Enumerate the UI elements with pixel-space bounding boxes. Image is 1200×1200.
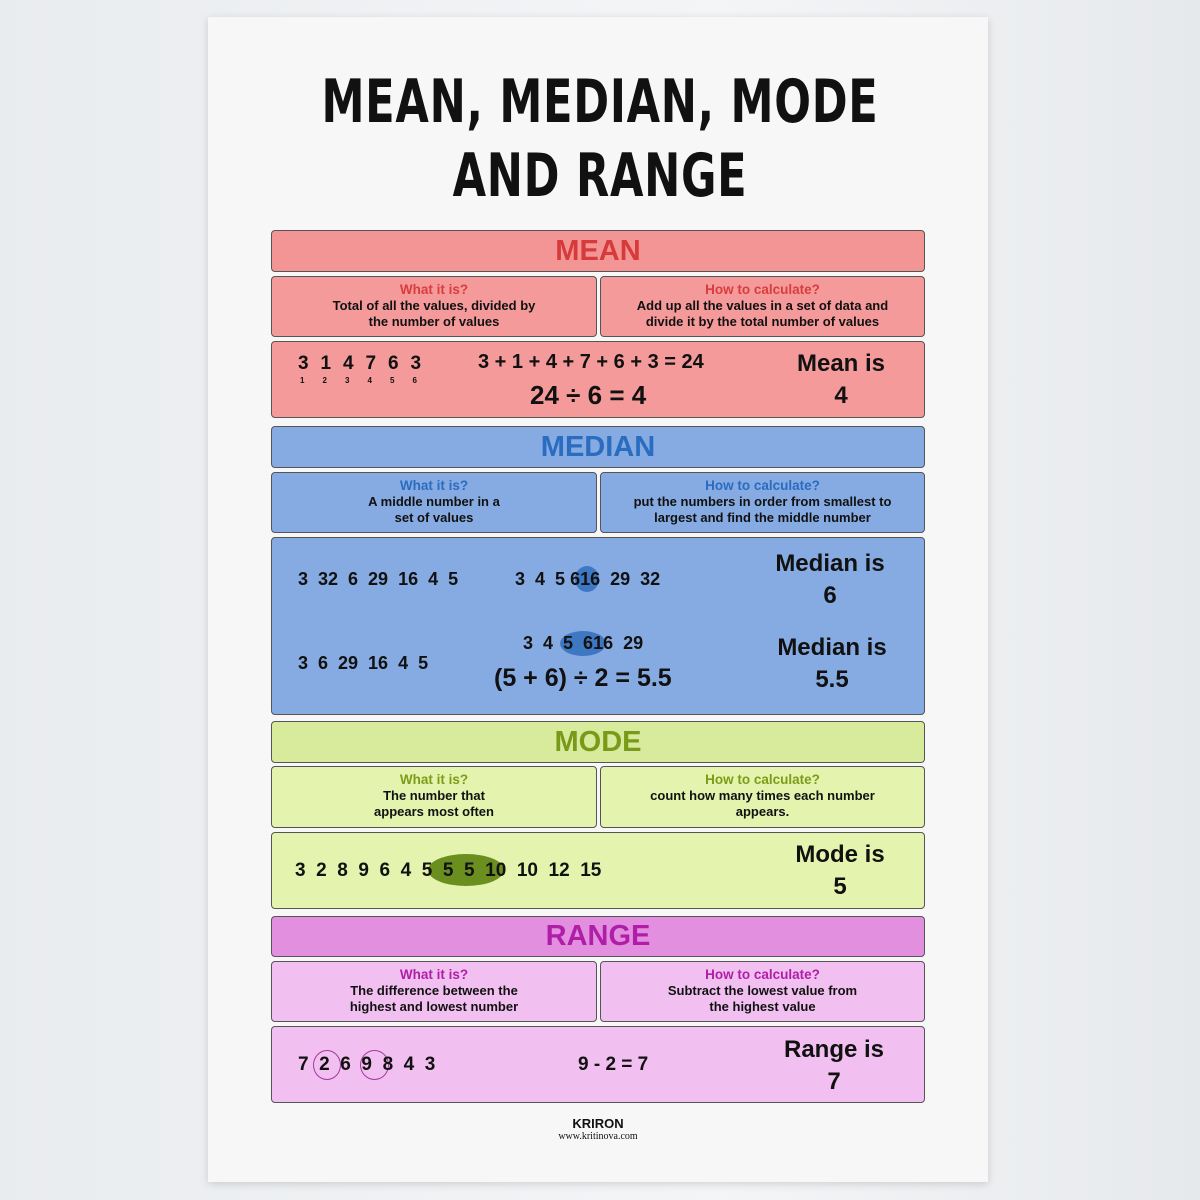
- range-how-a2: the highest value: [709, 999, 816, 1014]
- mode-what-a2: appears most often: [374, 804, 494, 819]
- mean-index: 1: [300, 376, 305, 385]
- range-what: [271, 961, 597, 1022]
- mode-post: 10 10 12 15: [485, 860, 602, 881]
- median-ex2-label: Median is: [777, 634, 887, 661]
- median-what-a1: A middle number in a: [368, 494, 500, 509]
- mean-what: [271, 276, 597, 337]
- mean-result-label: Mean is: [796, 350, 886, 377]
- median-ex2-sorted: [523, 633, 643, 654]
- mode-pre: 3 2 8 9 6 4: [295, 860, 412, 881]
- mean-number: 7: [365, 353, 377, 374]
- mean-what-a2: the number of values: [368, 314, 500, 329]
- sorted-post: 16 29: [593, 633, 644, 653]
- median-what-a2: set of values: [394, 510, 474, 525]
- median-ex1-sorted: [515, 569, 660, 590]
- range-how-q: How to calculate?: [705, 967, 820, 982]
- range-calc: 9 - 2 = 7: [578, 1054, 649, 1075]
- mode-what-q: What it is?: [399, 772, 469, 787]
- mean-how: [600, 276, 925, 337]
- range-header: RANGE: [271, 916, 925, 957]
- mean-result-value: 4: [834, 382, 848, 409]
- median-ex2-value: 5.5: [815, 666, 849, 693]
- median-ex1-value: 6: [823, 582, 837, 609]
- mean-header: MEAN: [271, 230, 925, 272]
- mean-number: 3: [298, 353, 309, 374]
- median-how-q: How to calculate?: [705, 478, 820, 493]
- mean-what-a1: Total of all the values, divided by: [332, 298, 536, 313]
- mode-header: MODE: [271, 721, 925, 763]
- range-what-a1: The difference between the: [350, 983, 518, 998]
- mean-number: 4: [343, 353, 354, 374]
- range-numbers: [298, 1054, 435, 1076]
- mode-numbers: [295, 860, 601, 882]
- footer-brand: KRIRON: [572, 1116, 624, 1131]
- mode-how-q: How to calculate?: [705, 772, 820, 787]
- mean-result: [761, 348, 921, 412]
- mean-index: 3: [345, 376, 350, 385]
- range-how-a1: Subtract the lowest value from: [667, 983, 858, 998]
- median-how-a2: largest and find the middle number: [654, 510, 871, 525]
- range-what-q: What it is?: [399, 967, 469, 982]
- sorted-post: 16 29 32: [580, 569, 661, 589]
- sorted-pre: 3 4 5: [515, 569, 566, 589]
- mean-index: 5: [390, 376, 395, 385]
- mean-sum: 3 + 1 + 4 + 7 + 6 + 3 = 24: [478, 351, 704, 373]
- mode-result-label: Mode is: [795, 841, 885, 868]
- title-line-1: MEAN, MEDIAN, MODE: [321, 67, 879, 137]
- mode-how-a1: count how many times each number: [650, 788, 875, 803]
- mode-how-a2: appears.: [735, 804, 790, 819]
- range-rest: 8 4 3: [382, 1054, 436, 1075]
- mean-index: 4: [367, 376, 372, 385]
- range-how: [600, 961, 925, 1022]
- footer-url: www.kritinova.com: [558, 1131, 638, 1142]
- mean-index: 2: [322, 376, 327, 385]
- mean-how-a2: divide it by the total number of values: [645, 314, 880, 329]
- sorted-mid: 6: [570, 569, 581, 589]
- mean-number: 1: [320, 353, 332, 374]
- mean-number: 6: [388, 353, 399, 374]
- mode-mid: 5 5 5: [421, 860, 475, 881]
- median-ex2-result: [752, 632, 912, 696]
- range-low: 2: [319, 1054, 330, 1075]
- range-high: 9: [361, 1054, 372, 1075]
- median-how-a1: put the numbers in order from smallest to: [633, 494, 892, 509]
- mean-how-q: How to calculate?: [705, 282, 820, 297]
- median-what: [271, 472, 597, 533]
- median-how: [600, 472, 925, 533]
- title-line-2: AND RANGE: [452, 141, 748, 211]
- median-header: MEDIAN: [271, 426, 925, 468]
- range-n1: 7: [298, 1054, 309, 1075]
- median-ex2-calc: (5 + 6) ÷ 2 = 5.5: [494, 664, 672, 692]
- range-result: [754, 1034, 914, 1098]
- mean-division: 24 ÷ 6 = 4: [530, 380, 647, 410]
- median-ex1-raw: 3 32 6 29 16 4 5: [298, 569, 459, 589]
- mode-what: [271, 766, 597, 828]
- range-result-value: 7: [827, 1068, 841, 1095]
- sorted-pre: 3 4: [523, 633, 554, 653]
- mode-result-value: 5: [833, 873, 847, 900]
- mean-index: 6: [412, 376, 417, 385]
- mean-number: 3: [410, 353, 422, 374]
- range-what-a2: highest and lowest number: [349, 999, 519, 1014]
- mean-how-a1: Add up all the values in a set of data and: [636, 298, 889, 313]
- mode-result: [760, 839, 920, 903]
- mode-what-a1: The number that: [383, 788, 485, 803]
- mode-how: [600, 766, 925, 828]
- median-ex1-result: [750, 548, 910, 612]
- range-result-label: Range is: [783, 1036, 885, 1063]
- median-ex2-raw: 3 6 29 16 4 5: [298, 653, 429, 673]
- sorted-mid: 5 6: [563, 633, 594, 653]
- median-ex1-label: Median is: [775, 550, 885, 577]
- range-n3: 6: [340, 1054, 351, 1075]
- median-what-q: What it is?: [399, 478, 469, 493]
- mean-what-q: What it is?: [399, 282, 469, 297]
